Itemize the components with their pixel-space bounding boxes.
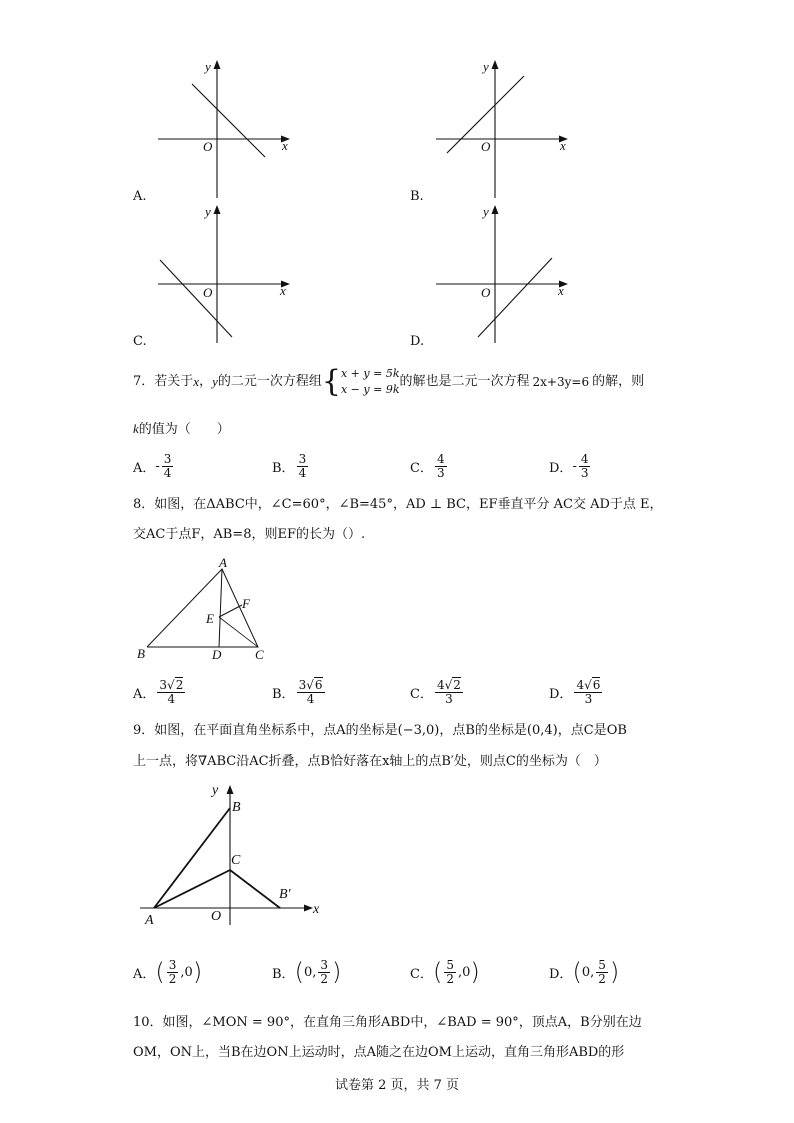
fraction: $\frac{3√6}{4}$: [298, 678, 323, 706]
q6-c-x-label: x: [280, 283, 286, 298]
q9-label-a: A: [145, 913, 154, 928]
fraction: $\frac{4}{3}$: [580, 452, 589, 480]
q8-option-b[interactable]: B． $\frac{3√6}{4}$: [272, 678, 323, 706]
q8-stem-line2: 交AC于点F，AB=8，则EF的长为（）.: [133, 527, 366, 542]
q9-stem-line2: 上一点，将∇ABC沿AC折叠，点B恰好落在x轴上的点B′处，则点C的坐标为（ ）: [133, 754, 607, 769]
q6-graph-d: [428, 200, 573, 345]
q9-label-bprime: B′: [279, 887, 291, 902]
q7-option-b[interactable]: B． $\frac{3}{4}$: [272, 452, 307, 480]
q6-b-origin-label: O: [481, 139, 491, 154]
fraction: $\frac{3}{2}$: [168, 957, 177, 986]
q9-option-c[interactable]: C． ( $\frac{5}{2}$ , 0 ): [410, 957, 480, 986]
q8-label-c: C: [255, 647, 264, 662]
q9-option-b[interactable]: B． ( 0 , $\frac{3}{2}$ ): [272, 957, 342, 986]
q7-stem-line1: 7． 若关于 x ， y 的二元一次方程组 { x + y = 5k x − y = 9k 的解也是二元一次方程 2x+3y=6 的解，则: [133, 364, 645, 399]
equation-1: x + y = 5k: [340, 367, 400, 380]
q9-option-d[interactable]: D． ( 0 , $\frac{5}{2}$ ): [549, 957, 620, 986]
q8-option-d[interactable]: D． $\frac{4√6}{3}$: [549, 678, 601, 706]
q6-b-x-label: x: [560, 138, 566, 153]
q9-coordinate-figure: [130, 780, 330, 930]
q7-stem-line2: k的值为（ ）: [133, 421, 230, 437]
q6-c-origin-label: O: [203, 285, 213, 300]
page-footer: 试卷第 2 页，共 7 页: [334, 1078, 460, 1093]
q6-a-origin-label: O: [203, 139, 213, 154]
q6-graph-c: [150, 200, 295, 345]
q6-graph-b: [428, 55, 573, 200]
q8-label-a: A: [219, 555, 227, 570]
q6-option-c-key: C.: [133, 334, 147, 349]
q6-option-a-key: A.: [133, 189, 147, 204]
q8-label-b: B: [137, 646, 145, 661]
q9-label-b: B: [232, 800, 241, 815]
equation-3: 2x+3y=6: [532, 375, 590, 389]
q6-b-y-label: y: [483, 59, 489, 74]
q6-a-x-label: x: [282, 138, 288, 153]
q8-label-f: F: [242, 596, 250, 611]
fraction: $\frac{4√6}{3}$: [576, 678, 601, 706]
q6-option-d-key: D.: [410, 334, 425, 349]
q9-stem-line1: 9．如图，在平面直角坐标系中，点A的坐标是(−3,0)，点B的坐标是(0,4)，点C是OB: [133, 723, 627, 738]
fraction: $\frac{5}{2}$: [446, 957, 454, 986]
q10-stem-line2: OM，ON上，当B在边ON上运动时，点A随之在边OM上运动，直角三角形ABD的形: [133, 1045, 625, 1060]
q9-option-a[interactable]: A． ( $\frac{3}{2}$ , 0 ): [133, 957, 203, 986]
q6-c-y-label: y: [205, 204, 211, 219]
q8-stem-line1: 8．如图，在ΔABC中，∠C=60°，∠B=45°，AD ⊥ BC，EF垂直平分 AC交 AD于点 E，: [133, 497, 663, 512]
q8-label-e: E: [206, 611, 214, 626]
q8-label-d: D: [212, 647, 222, 662]
q6-d-origin-label: O: [481, 285, 491, 300]
fraction: $\frac{3√2}{4}$: [159, 678, 184, 706]
q8-option-a[interactable]: A． $\frac{3√2}{4}$: [133, 678, 184, 706]
equation-2: x − y = 9k: [340, 383, 400, 396]
q10-stem-line1: 10．如图，∠MON = 90°，在直角三角形ABD中，∠BAD = 90°，顶点A，B分别在边: [133, 1015, 642, 1030]
q9-label-o: O: [211, 909, 222, 924]
q9-label-x: x: [313, 902, 320, 917]
q9-label-y: y: [212, 783, 219, 798]
fraction: $\frac{5}{2}$: [598, 957, 606, 986]
q8-option-c[interactable]: C． $\frac{4√2}{3}$: [410, 678, 461, 706]
q6-a-y-label: y: [205, 59, 211, 74]
q7-option-c[interactable]: C． $\frac{4}{3}$: [410, 452, 445, 480]
q6-graph-a: [150, 55, 295, 200]
fraction: $\frac{4√2}{3}$: [436, 678, 461, 706]
equation-system: { x + y = 5k x − y = 9k: [321, 364, 400, 399]
q6-d-y-label: y: [483, 204, 489, 219]
q9-label-c: C: [231, 853, 241, 868]
q6-option-b-key: B.: [410, 189, 424, 204]
line-graph: [160, 260, 232, 337]
q7-option-d[interactable]: D． - $\frac{4}{3}$: [549, 452, 589, 480]
q7-option-a[interactable]: A． - $\frac{3}{4}$: [133, 452, 172, 480]
q6-d-x-label: x: [558, 283, 564, 298]
fraction: $\frac{3}{4}$: [298, 452, 307, 480]
fraction: $\frac{3}{2}$: [320, 957, 328, 986]
fraction: $\frac{4}{3}$: [436, 452, 445, 480]
fraction: $\frac{3}{4}$: [163, 452, 172, 480]
